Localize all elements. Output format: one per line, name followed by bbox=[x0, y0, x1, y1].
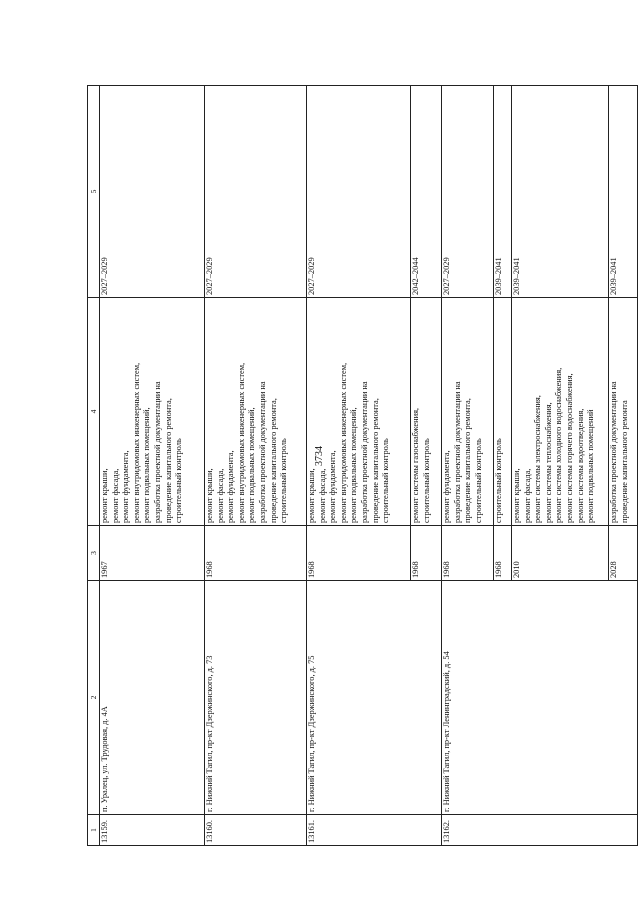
repair-period: 2039–2041 bbox=[512, 86, 609, 298]
repair-work-item: ремонт внутридомовых инженерных систем, bbox=[338, 362, 348, 523]
construction-year: 1967 bbox=[100, 526, 205, 581]
repair-work-item: ремонт фундамента, bbox=[226, 450, 236, 523]
repair-work-item: ремонт фасада, bbox=[522, 468, 532, 523]
repair-work-item: строительный контроль bbox=[494, 438, 503, 523]
rotated-canvas bbox=[87, 86, 629, 846]
repair-work-item: ремонт системы холодного водоснабжения, bbox=[554, 367, 564, 523]
repair-work-item: ремонт системы газоснабжения, bbox=[411, 407, 420, 523]
construction-year: 1968 bbox=[411, 526, 442, 581]
repair-works-list bbox=[609, 298, 638, 526]
construction-year: 1968 bbox=[494, 526, 512, 581]
building-address: г. Нижний Тагил, пр-кт Дзержинского, д. 75 bbox=[307, 581, 442, 815]
row-number: 13160. bbox=[205, 815, 307, 846]
construction-year: 1968 bbox=[205, 526, 307, 581]
repair-work-item: ремонт фасада, bbox=[215, 468, 225, 523]
repair-work-item: ремонт системы горячего водоснабжения, bbox=[564, 373, 574, 523]
repair-work-item: ремонт фундамента, bbox=[442, 450, 451, 523]
repair-work-item: ремонт крыши, bbox=[205, 468, 214, 523]
repair-work-item: ремонт внутридомовых инженерных систем, bbox=[236, 362, 246, 523]
row-number: 13162. bbox=[442, 815, 638, 846]
repair-work-item: проведение капитального ремонта, bbox=[268, 398, 278, 523]
building-address: г. Нижний Тагил, пр-кт Ленинградский, д. 54 bbox=[442, 581, 638, 815]
repair-work-item: ремонт системы теплоснабжения, bbox=[543, 402, 553, 523]
repair-work-item: строительный контроль bbox=[421, 438, 431, 523]
construction-year: 2028 bbox=[609, 526, 638, 581]
repair-work-item: ремонт фасада, bbox=[317, 468, 327, 523]
repair-work-item: разработка проектной документации на bbox=[452, 381, 462, 523]
repair-work-item: разработка проектной документации на bbox=[152, 381, 162, 523]
repair-works-list bbox=[442, 298, 494, 526]
repair-work-item: разработка проектной документации на bbox=[359, 381, 369, 523]
repair-work-item: ремонт фундамента, bbox=[328, 450, 338, 523]
repair-work-item: ремонт крыши, bbox=[100, 468, 109, 523]
repair-period: 2042–2044 bbox=[411, 86, 442, 298]
repair-work-item: разработка проектной документации на bbox=[257, 381, 267, 523]
header-col-4: 4 bbox=[88, 298, 100, 526]
repair-work-item: ремонт подвальных помещений, bbox=[349, 407, 359, 523]
repair-work-item: ремонт фундамента, bbox=[121, 450, 131, 523]
repair-work-item: проведение капитального ремонта bbox=[619, 400, 629, 523]
repair-work-item: проведение капитального ремонта, bbox=[370, 398, 380, 523]
row-number: 13159. bbox=[100, 815, 205, 846]
table-frame bbox=[87, 86, 629, 846]
repair-works-list bbox=[307, 298, 411, 526]
repair-period: 2027–2029 bbox=[442, 86, 494, 298]
repair-work-item: строительный контроль bbox=[473, 438, 483, 523]
repair-work-item: ремонт подвальных помещений bbox=[586, 409, 596, 523]
repair-work-item: разработка проектной документации на bbox=[609, 381, 618, 523]
header-row bbox=[88, 86, 100, 846]
table-row bbox=[100, 86, 205, 846]
repair-work-item: ремонт крыши, bbox=[307, 468, 316, 523]
repair-work-item: ремонт подвальных помещений, bbox=[247, 407, 257, 523]
repair-period: 2027–2029 bbox=[307, 86, 411, 298]
header-col-5: 5 bbox=[88, 86, 100, 298]
repair-period: 2039–2041 bbox=[609, 86, 638, 298]
repair-work-item: ремонт крыши, bbox=[512, 468, 521, 523]
header-col-1: 1 bbox=[88, 815, 100, 846]
table-row bbox=[307, 86, 411, 846]
construction-year: 1968 bbox=[442, 526, 494, 581]
building-address: г. Нижний Тагил, пр-кт Дзержинского, д. 73 bbox=[205, 581, 307, 815]
capital-repair-table bbox=[87, 85, 638, 846]
repair-work-item: строительный контроль bbox=[279, 438, 289, 523]
construction-year: 2010 bbox=[512, 526, 609, 581]
header-col-3: 3 bbox=[88, 526, 100, 581]
repair-works-list bbox=[100, 298, 205, 526]
repair-works-list bbox=[494, 298, 512, 526]
repair-work-item: строительный контроль bbox=[174, 438, 184, 523]
table-body bbox=[88, 86, 638, 846]
table-row bbox=[442, 86, 494, 846]
repair-period: 2039–2041 bbox=[494, 86, 512, 298]
repair-work-item: ремонт фасада, bbox=[110, 468, 120, 523]
construction-year: 1968 bbox=[307, 526, 411, 581]
repair-period: 2027–2029 bbox=[100, 86, 205, 298]
repair-works-list bbox=[205, 298, 307, 526]
repair-work-item: ремонт подвальных помещений, bbox=[142, 407, 152, 523]
repair-work-item: ремонт системы водоотведения, bbox=[575, 408, 585, 523]
building-address: п. Уралец, ул. Трудовая, д. 4А bbox=[100, 581, 205, 815]
page-number: 3734 bbox=[314, 446, 325, 466]
repair-work-item: проведение капитального ремонта, bbox=[163, 398, 173, 523]
repair-works-list bbox=[411, 298, 442, 526]
header-col-2: 2 bbox=[88, 581, 100, 815]
repair-work-item: проведение капитального ремонта, bbox=[463, 398, 473, 523]
repair-period: 2027–2029 bbox=[205, 86, 307, 298]
row-number: 13161. bbox=[307, 815, 442, 846]
repair-work-item: ремонт внутридомовых инженерных систем, bbox=[131, 362, 141, 523]
repair-work-item: строительный контроль bbox=[381, 438, 391, 523]
table-row bbox=[205, 86, 307, 846]
repair-work-item: ремонт системы электроснабжения, bbox=[533, 395, 543, 523]
repair-works-list bbox=[512, 298, 609, 526]
